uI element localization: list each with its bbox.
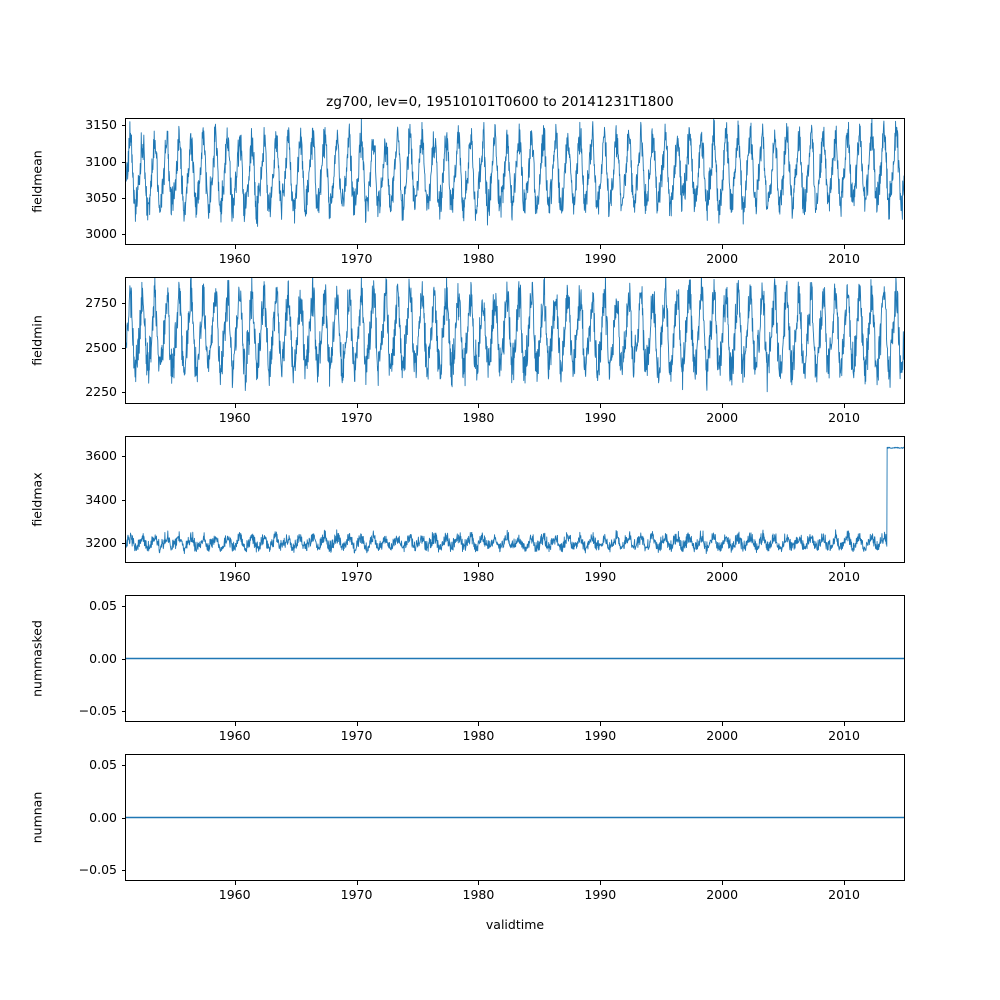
y-tick-label: −0.05 xyxy=(78,862,117,878)
y-axis-label-fieldmax: fieldmax xyxy=(29,471,45,527)
x-tick-mark xyxy=(235,563,236,567)
y-tick-label: 3050 xyxy=(85,189,117,205)
x-tick-label: 2010 xyxy=(828,569,860,584)
axes-frame-fieldmean xyxy=(125,118,905,245)
x-tick-label: 1990 xyxy=(584,410,617,425)
x-tick-mark xyxy=(722,722,723,726)
y-tick-mark xyxy=(122,870,126,871)
x-tick-mark xyxy=(235,881,236,885)
x-tick-label: 1990 xyxy=(584,887,617,902)
y-tick-mark xyxy=(122,234,126,235)
plot-line-nummasked xyxy=(126,596,904,721)
panel-fieldmin xyxy=(125,277,905,404)
x-tick-mark xyxy=(357,722,358,726)
x-tick-mark xyxy=(357,404,358,408)
x-tick-mark xyxy=(600,245,601,249)
x-tick-mark xyxy=(844,722,845,726)
x-tick-label: 2000 xyxy=(706,251,739,266)
y-tick-label: 0.00 xyxy=(89,650,117,666)
x-tick-mark xyxy=(357,563,358,567)
x-tick-mark xyxy=(844,245,845,249)
x-tick-label: 2010 xyxy=(828,410,860,425)
x-tick-mark xyxy=(722,881,723,885)
x-tick-label: 1960 xyxy=(218,728,251,743)
x-tick-mark xyxy=(478,404,479,408)
x-tick-label: 1970 xyxy=(340,887,373,902)
x-tick-label: 2010 xyxy=(828,728,860,743)
x-tick-mark xyxy=(478,245,479,249)
plot-line-fieldmean xyxy=(126,119,904,244)
y-axis-label-nummasked: nummasked xyxy=(29,619,45,697)
y-tick-label: −0.05 xyxy=(78,703,117,719)
panel-fieldmax xyxy=(125,436,905,563)
y-tick-mark xyxy=(122,606,126,607)
plot-line-fieldmax xyxy=(126,437,904,562)
x-tick-mark xyxy=(478,881,479,885)
x-tick-mark xyxy=(600,881,601,885)
x-tick-label: 2010 xyxy=(828,887,860,902)
axes-frame-fieldmax xyxy=(125,436,905,563)
y-tick-label: 0.05 xyxy=(89,756,117,772)
y-tick-mark xyxy=(122,392,126,393)
y-tick-label: 3100 xyxy=(85,153,117,169)
chart-title: zg700, lev=0, 19510101T0600 to 20141231T1800 xyxy=(326,94,674,110)
x-tick-mark xyxy=(478,722,479,726)
y-tick-label: 0.05 xyxy=(89,597,117,613)
panel-fieldmean xyxy=(125,118,905,245)
x-tick-mark xyxy=(235,404,236,408)
panel-nummasked xyxy=(125,595,905,722)
x-tick-mark xyxy=(235,722,236,726)
y-tick-label: 2250 xyxy=(85,383,117,399)
y-tick-mark xyxy=(122,198,126,199)
y-tick-mark xyxy=(122,162,126,163)
plot-line-numnan xyxy=(126,755,904,880)
y-tick-mark xyxy=(122,543,126,544)
y-tick-mark xyxy=(122,659,126,660)
y-tick-label: 3200 xyxy=(85,535,117,551)
y-tick-label: 3150 xyxy=(85,117,117,133)
y-tick-mark xyxy=(122,500,126,501)
y-axis-label-numnan: numnan xyxy=(29,791,45,843)
y-tick-mark xyxy=(122,303,126,304)
x-tick-label: 1990 xyxy=(584,251,617,266)
panel-numnan xyxy=(125,754,905,881)
y-tick-mark xyxy=(122,818,126,819)
axes-frame-nummasked xyxy=(125,595,905,722)
axes-frame-numnan xyxy=(125,754,905,881)
x-tick-mark xyxy=(600,722,601,726)
x-tick-label: 1970 xyxy=(340,251,373,266)
x-tick-mark xyxy=(600,563,601,567)
y-tick-label: 3600 xyxy=(85,447,117,463)
y-tick-label: 0.00 xyxy=(89,809,117,825)
y-axis-label-fieldmean: fieldmean xyxy=(29,149,45,213)
x-tick-mark xyxy=(722,404,723,408)
y-tick-mark xyxy=(122,711,126,712)
x-tick-label: 1970 xyxy=(340,569,373,584)
x-tick-label: 1980 xyxy=(462,887,495,902)
y-tick-mark xyxy=(122,348,126,349)
y-tick-mark xyxy=(122,456,126,457)
x-tick-mark xyxy=(357,881,358,885)
x-tick-label: 1970 xyxy=(340,728,373,743)
x-tick-label: 1990 xyxy=(584,569,617,584)
x-tick-label: 1980 xyxy=(462,410,495,425)
x-tick-label: 1990 xyxy=(584,728,617,743)
x-tick-label: 1980 xyxy=(462,569,495,584)
y-tick-label: 3400 xyxy=(85,491,117,507)
x-tick-label: 2010 xyxy=(828,251,860,266)
x-tick-label: 1980 xyxy=(462,728,495,743)
x-tick-label: 1960 xyxy=(218,887,251,902)
axes-frame-fieldmin xyxy=(125,277,905,404)
x-tick-label: 1960 xyxy=(218,410,251,425)
x-tick-mark xyxy=(600,404,601,408)
y-tick-mark xyxy=(122,765,126,766)
x-tick-label: 1970 xyxy=(340,410,373,425)
x-tick-label: 1960 xyxy=(218,251,251,266)
x-tick-mark xyxy=(844,404,845,408)
x-tick-mark xyxy=(357,245,358,249)
plot-line-fieldmin xyxy=(126,278,904,403)
x-tick-mark xyxy=(722,563,723,567)
x-tick-label: 2000 xyxy=(706,728,739,743)
x-tick-mark xyxy=(844,563,845,567)
x-tick-mark xyxy=(844,881,845,885)
x-tick-mark xyxy=(478,563,479,567)
y-tick-mark xyxy=(122,125,126,126)
x-tick-label: 2000 xyxy=(706,887,739,902)
y-axis-label-fieldmin: fieldmin xyxy=(29,314,45,366)
x-tick-label: 2000 xyxy=(706,410,739,425)
x-tick-mark xyxy=(235,245,236,249)
x-axis-label: validtime xyxy=(485,917,545,932)
x-tick-label: 1980 xyxy=(462,251,495,266)
y-tick-label: 3000 xyxy=(85,226,117,242)
y-tick-label: 2750 xyxy=(85,295,117,311)
x-tick-label: 1960 xyxy=(218,569,251,584)
x-tick-label: 2000 xyxy=(706,569,739,584)
y-tick-label: 2500 xyxy=(85,339,117,355)
x-tick-mark xyxy=(722,245,723,249)
